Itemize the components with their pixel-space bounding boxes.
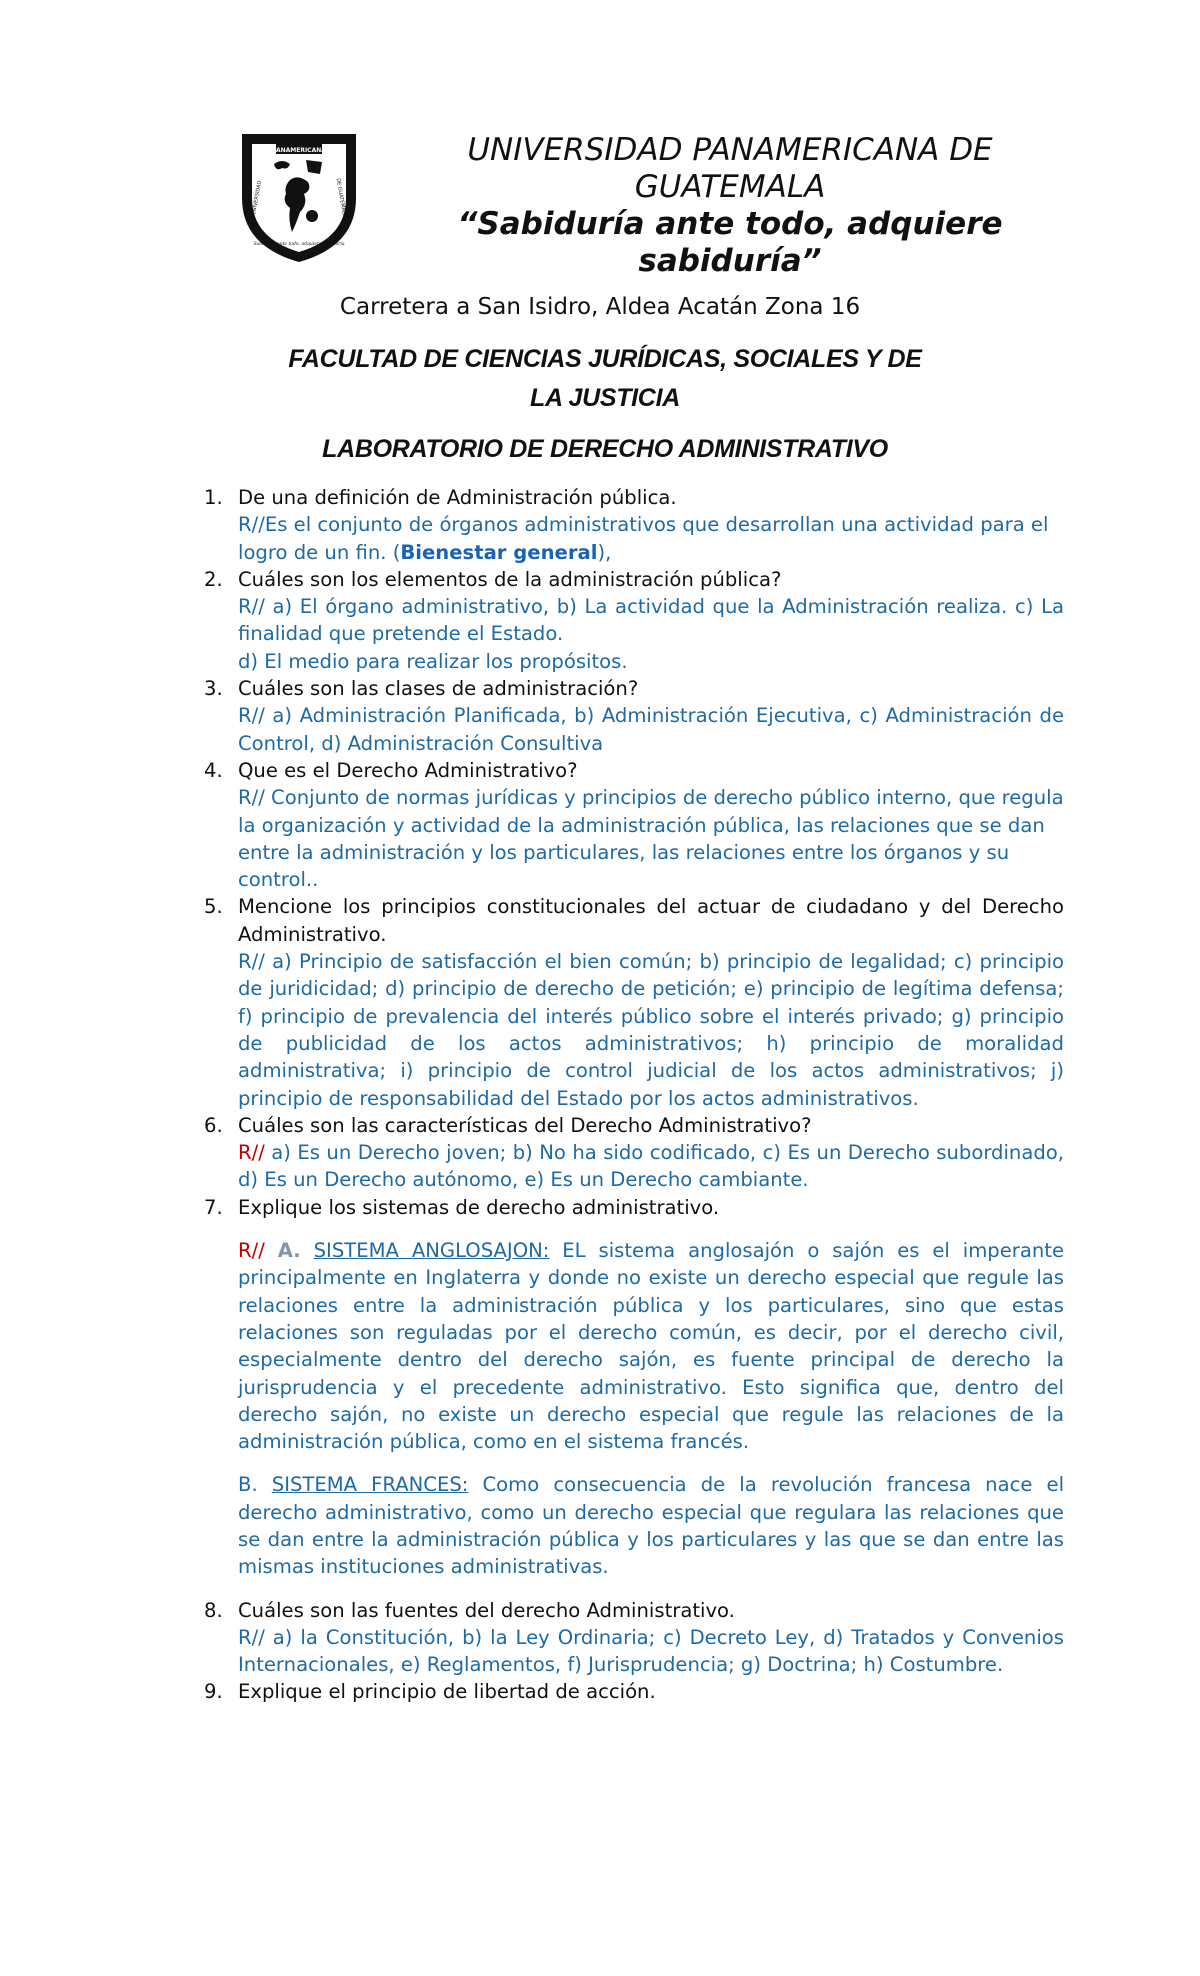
question-text: Explique el principio de libertad de acción.	[238, 1680, 656, 1704]
faculty-title: FACULTAD DE CIENCIAS JURÍDICAS, SOCIALES Y DE LA JUSTICIA	[288, 345, 922, 412]
answer-system-b: B. SISTEMA FRANCES: Como consecuencia de la revolución francesa nace el derecho administrativo, como un derecho especial que regulara las relaciones que se dan entre la administración pública y los particulares y las que se dan entre las mismas instituciones administrativas.	[238, 1473, 1065, 1579]
question-number: 9.	[204, 1680, 223, 1704]
university-shield-logo	[238, 128, 360, 266]
question-item-9	[204, 1678, 1064, 1705]
question-item-1	[204, 484, 1064, 566]
lab-title: LABORATORIO DE DERECHO ADMINISTRATIVO	[322, 435, 888, 463]
svg-text:UNIVERSIDAD: UNIVERSIDAD	[251, 180, 263, 216]
question-text: Cuáles son las clases de administración?	[238, 677, 639, 701]
section-title-anglosajon: SISTEMA ANGLOSAJON:	[313, 1239, 550, 1263]
question-text: Mencione los principios constitucionales del actuar de ciudadano y del Derecho Administrativo.	[238, 895, 1064, 946]
section-title-frances: SISTEMA FRANCES:	[271, 1473, 469, 1497]
section-letter-a: A.	[277, 1239, 301, 1263]
answer-text: R// a) El órgano administrativo, b) La actividad que la Administración realiza. c) La finalidad que pretende el Estado.	[238, 595, 1064, 646]
question-number: 3.	[204, 677, 223, 701]
answer-system-a: R// A. SISTEMA ANGLOSAJON: EL sistema anglosajón o sajón es el imperante principalmente en Inglaterra y donde no existe un derecho especial que regule las relaciones entre la administración pública y los particulares, sino que estas relaciones son reguladas por el derecho común, es decir, por el derecho civil, especialmente dentro del derecho sajón, es fuente principal de derecho la jurisprudencia y el precedente administrativo. Esto significa que, dentro del derecho sajón, no existe un derecho especial que regule las relaciones de la administración pública, como en el sistema francés.	[238, 1239, 1064, 1454]
answer-text: R// a) Principio de satisfacción el bien común; b) principio de legalidad; c) principio de juridicidad; d) principio de derecho de petición; e) principio de legítima defensa; f) principio de prevalencia del interés público sobre el interés privado; g) principio de publicidad de los actos administrativos; h) principio de moralidad administrativa; i) principio de control judicial de los actos administrativos; j) principio de responsabilidad del Estado por los actos administrativos.	[238, 950, 1064, 1110]
address: Carretera a San Isidro, Aldea Acatán Zona 16	[339, 294, 861, 320]
logo-motto-text: Sabiduría ante todo, adquiere sabiduría	[253, 242, 345, 247]
question-text: Cuáles son las características del Derecho Administrativo?	[238, 1113, 812, 1137]
question-text: De una definición de Administración pública.	[238, 486, 677, 509]
university-motto: “Sabiduría ante todo, adquiere sabiduría”	[457, 206, 1003, 279]
answer-text: R//Es el conjunto de órganos administrativos que desarrollan una actividad para el logro de un fin. (Bienestar general),	[238, 513, 1049, 564]
question-item-7	[204, 1194, 1064, 1597]
question-item-4	[204, 757, 1064, 893]
answer-text: R// a) Es un Derecho joven; b) No ha sido codificado, c) Es un Derecho subordinado, d) Es un Derecho autónomo, e) Es un Derecho cambiante.	[238, 1141, 1064, 1192]
question-text: Cuáles son los elementos de la administración pública?	[238, 567, 782, 591]
answer-prefix: R//	[238, 1141, 265, 1165]
answer-prefix: R//	[238, 1239, 265, 1263]
section-letter-b: B.	[238, 1473, 258, 1497]
answer-highlight: Bienestar general	[400, 540, 598, 564]
question-item-6	[204, 1112, 1064, 1194]
answer-text: R// a) la Constitución, b) la Ley Ordinaria; c) Decreto Ley, d) Tratados y Convenios Internacionales, e) Reglamentos, f) Jurisprudencia; g) Doctrina; h) Costumbre.	[238, 1625, 1064, 1677]
question-number: 5.	[204, 895, 223, 919]
question-number: 6.	[204, 1113, 223, 1137]
question-number: 2.	[204, 567, 223, 591]
question-number: 1.	[204, 486, 223, 509]
question-number: 8.	[204, 1598, 223, 1622]
question-item-8	[204, 1597, 1064, 1679]
answer-text-continued: d) El medio para realizar los propósitos.	[238, 649, 628, 673]
question-text: Cuáles son las fuentes del derecho Administrativo.	[238, 1598, 735, 1622]
question-list	[204, 484, 1064, 1706]
question-item-5	[204, 893, 1064, 1111]
svg-text:DE GUATEMALA: DE GUATEMALA	[334, 177, 348, 218]
university-name: UNIVERSIDAD PANAMERICANA DE GUATEMALA	[467, 132, 993, 205]
question-item-2	[204, 566, 1064, 675]
question-text: Explique los sistemas de derecho administrativo.	[238, 1195, 720, 1219]
question-number: 7.	[204, 1195, 223, 1219]
question-text: Que es el Derecho Administrativo?	[238, 758, 578, 782]
answer-text: R// a) Administración Planificada, b) Administración Ejecutiva, c) Administración de Control, d) Administración Consultiva	[238, 704, 1064, 755]
logo-top-text: PANAMERICANA	[272, 147, 326, 154]
answer-text: R// Conjunto de normas jurídicas y principios de derecho público interno, que regula la organización y actividad de la administración pública, las relaciones que se dan entre la administración y los particulares, las relaciones entre los órganos y su control..	[238, 786, 1064, 892]
question-item-3	[204, 675, 1064, 757]
question-number: 4.	[204, 758, 223, 782]
